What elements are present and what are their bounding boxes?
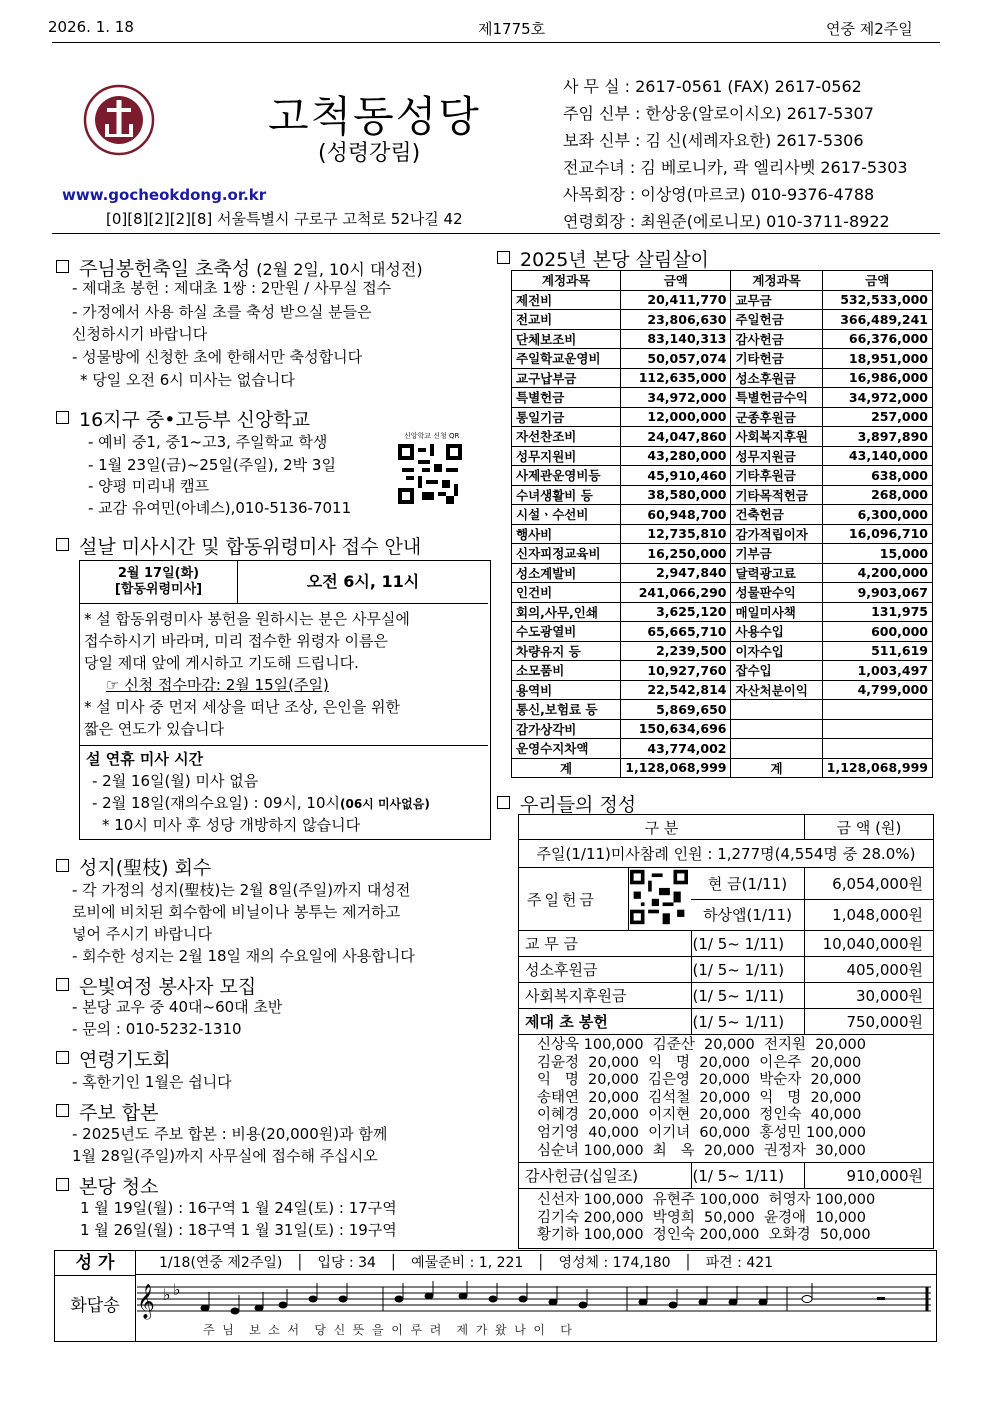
offerings-col-item: 구 분 (519, 815, 805, 840)
contact-sisters: 전교수녀 : 김 베로니카, 곽 엘리사벳 2617-5303 (563, 158, 908, 177)
budget-row (512, 622, 933, 642)
contact-assistant: 보좌 신부 : 김 신(세례자요한) 2617-5306 (563, 131, 864, 150)
offerings-row-period: (1/ 5~ 1/11) (691, 983, 805, 1009)
parish-seal-logo (83, 84, 155, 156)
lunar-holiday-line: * 10시 미사 후 성당 개방하지 않습니다 (102, 816, 361, 834)
budget-income-amount: 268,000 (822, 485, 932, 505)
budget-row (512, 719, 933, 739)
donor-line: 송태연 20,000 김석철 20,000 익 명 20,000 (537, 1089, 862, 1106)
budget-header: 금액 (621, 271, 731, 291)
budget-expense-account: 통신,보험료 등 (512, 700, 621, 720)
budget-row (512, 349, 933, 369)
lunar-note: 짧은 연도가 있습니다 (84, 720, 224, 738)
header-top-rule (52, 42, 940, 43)
budget-title: 2025년 본당 살림살이 (497, 245, 709, 272)
budget-income-amount: 511,619 (822, 641, 932, 661)
budget-income-account: 감가적립이자 (731, 524, 822, 544)
budget-income-amount: 6,300,000 (822, 505, 932, 525)
volunteer-line: - 본당 교우 중 40대~60대 초반 (72, 998, 283, 1016)
cleaning-line: 1 월 19일(월) : 16구역 1 월 24일(토) : 17구역 (80, 1199, 397, 1217)
budget-expense-amount: 60,948,700 (621, 505, 731, 525)
budget-income-account: 자산처분이익 (731, 680, 822, 700)
budget-expense-account: 신자피정교육비 (512, 544, 621, 564)
offerings-app-amount: 1,048,000원 (805, 899, 934, 931)
budget-table (511, 270, 933, 778)
budget-row (512, 446, 933, 466)
lunar-mass-box (79, 560, 491, 840)
budget-income-account: 기타헌금 (731, 349, 822, 369)
budget-expense-account: 제전비 (512, 290, 621, 310)
lunar-schedule-row (80, 561, 488, 604)
budget-income-account: 성소후원금 (731, 368, 822, 388)
budget-row (512, 563, 933, 583)
donor-line: 신선자 100,000 유현주 100,000 허영자 100,000 (537, 1192, 876, 1209)
candlemas-line: - 제대초 봉헌 : 제대초 1쌍 : 2만원 / 사무실 접수 (72, 279, 392, 297)
donor-line: 황기하 100,000 정인숙 200,000 오화경 50,000 (537, 1227, 871, 1244)
budget-expense-account: 계 (512, 758, 621, 778)
response-music-staff (137, 1281, 933, 1321)
donor-line: 익 명 20,000 김은영 20,000 박순자 20,000 (537, 1072, 862, 1089)
budget-income-account (731, 739, 822, 759)
candlemas-line: 신청하시기 바랍니다 (72, 325, 208, 343)
budget-expense-amount: 22,542,814 (621, 680, 731, 700)
budget-expense-account: 소모품비 (512, 661, 621, 681)
lunar-date-cell: 2월 17일(화) [합동위령미사] (80, 561, 238, 603)
budget-expense-amount: 34,972,000 (621, 388, 731, 408)
budget-header: 금액 (822, 271, 932, 291)
budget-income-account: 건축헌금 (731, 505, 822, 525)
offerings-attendance: 주일(1/11)미사참례 인원 : 1,277명(4,554명 중 28.0%) (519, 840, 934, 868)
budget-income-account: 이자수입 (731, 641, 822, 661)
prayer-title: 연령기도회 (56, 1045, 171, 1072)
response-lyrics: 주 님 보 소 서 당 신 뜻 을 이 루 려 제 가 왔 나 이 다 (203, 1323, 572, 1337)
budget-expense-account: 특별헌금 (512, 388, 621, 408)
offerings-candle-donors-row (519, 1035, 934, 1163)
budget-header: 계정과목 (731, 271, 822, 291)
offerings-row (519, 931, 934, 957)
budget-expense-account: 차량유지 등 (512, 641, 621, 661)
budget-income-amount: 1,003,497 (822, 661, 932, 681)
budget-row (512, 485, 933, 505)
budget-income-account: 주일헌금 (731, 310, 822, 330)
palm-line: - 각 가정의 성지(聖枝)는 2월 8일(주일)까지 대성전 (72, 881, 411, 899)
offerings-attendance-row (519, 840, 934, 868)
budget-income-account: 달력광고료 (731, 563, 822, 583)
offerings-thanks-row (519, 1163, 934, 1189)
budget-row (512, 641, 933, 661)
budget-expense-amount: 5,869,650 (621, 700, 731, 720)
budget-income-amount: 366,489,241 (822, 310, 932, 330)
donor-line: 심순녀 100,000 최 옥 20,000 권정자 30,000 (537, 1142, 866, 1159)
budget-income-amount: 638,000 (822, 466, 932, 486)
budget-income-amount: 34,972,000 (822, 388, 932, 408)
offerings-row-label: 성소후원금 (519, 957, 692, 983)
offerings-title: 우리들의 정성 (497, 790, 636, 817)
budget-income-amount: 15,000 (822, 544, 932, 564)
contact-pastor: 주임 신부 : 한상웅(알로이시오) 2617-5307 (563, 104, 874, 123)
offerings-sunday-label: 주일헌금 (519, 868, 629, 931)
budget-expense-amount: 16,250,000 (621, 544, 731, 564)
budget-income-account: 사용수입 (731, 622, 822, 642)
volunteer-line: - 문의 : 010-5232-1310 (72, 1020, 242, 1038)
offerings-row-amount: 10,040,000원 (805, 931, 934, 957)
budget-income-amount (822, 700, 932, 720)
budget-income-account: 계 (731, 758, 822, 778)
bulletin-line: - 2025년도 주보 합본 : 비용(20,000원)과 함께 (72, 1125, 388, 1143)
budget-expense-amount: 241,066,290 (621, 583, 731, 603)
lunar-title: 설날 미사시간 및 합동위령미사 접수 안내 (56, 532, 421, 559)
budget-income-account (731, 700, 822, 720)
budget-income-account: 군종후원금 (731, 407, 822, 427)
offerings-thanks-label: 감사헌금(십일조) (519, 1163, 692, 1189)
budget-income-amount: 18,951,000 (822, 349, 932, 369)
hymn-info: 1/18(연중 제2주일) │ 입당 : 34 │ 예물준비 : 1, 221 │ 영성체 : 174,180 │ 파견 : 421 (135, 1251, 936, 1275)
budget-row (512, 310, 933, 330)
bulletin-line: 1월 28일(주일)까지 사무실에 접수해 주십시오 (72, 1147, 378, 1165)
budget-income-amount: 131,975 (822, 602, 932, 622)
offerings-row (519, 1009, 934, 1035)
budget-income-amount: 1,128,068,999 (822, 758, 932, 778)
offerings-sunday-row (519, 868, 934, 900)
candlemas-note: * 당일 오전 6시 미사는 없습니다 (80, 371, 295, 389)
budget-expense-amount: 12,000,000 (621, 407, 731, 427)
budget-expense-amount: 150,634,696 (621, 719, 731, 739)
budget-income-amount: 16,986,000 (822, 368, 932, 388)
offerings-row-period: (1/ 5~ 1/11) (691, 957, 805, 983)
budget-expense-amount: 24,047,860 (621, 427, 731, 447)
budget-income-amount: 532,533,000 (822, 290, 932, 310)
budget-expense-amount: 50,057,074 (621, 349, 731, 369)
budget-expense-account: 전교비 (512, 310, 621, 330)
budget-income-amount: 600,000 (822, 622, 932, 642)
budget-row (512, 602, 933, 622)
budget-income-amount: 4,799,000 (822, 680, 932, 700)
donor-line: 신상욱 100,000 김준산 20,000 전지원 20,000 (537, 1037, 866, 1053)
lunar-note: 접수하시기 바라며, 미리 접수한 위령자 이름은 (84, 632, 388, 650)
offerings-cash-label: 현 금(1/11) (691, 868, 805, 900)
budget-expense-amount: 43,280,000 (621, 446, 731, 466)
offerings-row-period: (1/ 5~ 1/11) (691, 1009, 805, 1035)
budget-expense-account: 운영수지차액 (512, 739, 621, 759)
budget-row (512, 700, 933, 720)
budget-income-account: 성무지원금 (731, 446, 822, 466)
budget-expense-amount: 20,411,770 (621, 290, 731, 310)
budget-income-amount (822, 719, 932, 739)
budget-expense-account: 성소계발비 (512, 563, 621, 583)
offerings-row-amount: 750,000원 (805, 1009, 934, 1035)
budget-expense-amount: 12,735,810 (621, 524, 731, 544)
budget-income-amount: 257,000 (822, 407, 932, 427)
offerings-row-label: 교 무 금 (519, 931, 692, 957)
budget-row (512, 680, 933, 700)
donor-line: 이혜경 20,000 이지현 20,000 정인숙 40,000 (537, 1107, 862, 1124)
budget-expense-account: 회의,사무,인쇄 (512, 602, 621, 622)
budget-income-amount (822, 739, 932, 759)
youth-line: - 예비 중1, 중1~고3, 주일학교 학생 (88, 433, 328, 451)
budget-income-amount: 43,140,000 (822, 446, 932, 466)
budget-income-amount: 16,096,710 (822, 524, 932, 544)
budget-row (512, 739, 933, 759)
svg-text:♭: ♭ (173, 1281, 181, 1299)
palm-line: - 회수한 성지는 2월 18일 재의 수요일에 사용합니다 (72, 947, 415, 965)
offerings-row (519, 957, 934, 983)
svg-text:𝄞: 𝄞 (137, 1284, 155, 1319)
budget-expense-account: 성무지원비 (512, 446, 621, 466)
contact-council: 사목회장 : 이상영(마르코) 010-9376-4788 (563, 185, 875, 204)
svg-text:♭: ♭ (163, 1285, 171, 1304)
budget-income-account (731, 719, 822, 739)
budget-income-account: 성물판수익 (731, 583, 822, 603)
hymn-box (54, 1250, 937, 1342)
offerings-header-row (519, 815, 934, 840)
lunar-divider (80, 745, 488, 746)
budget-income-account: 사회복지후원 (731, 427, 822, 447)
youth-line: - 양평 미리내 캠프 (88, 477, 210, 495)
budget-income-account: 잡수입 (731, 661, 822, 681)
budget-row (512, 407, 933, 427)
budget-income-amount: 3,897,890 (822, 427, 932, 447)
lunar-holiday-line: - 2월 18일(재의수요일) : 09시, 10시(06시 미사없음) (92, 794, 430, 812)
budget-expense-account: 교구납부금 (512, 368, 621, 388)
offerings-thanks-amount: 910,000원 (805, 1163, 934, 1189)
budget-expense-amount: 23,806,630 (621, 310, 731, 330)
budget-row (512, 466, 933, 486)
bulletin-title: 주보 합본 (56, 1098, 158, 1125)
budget-income-amount: 9,903,067 (822, 583, 932, 603)
youth-title: 16지구 중•고등부 신앙학교 (56, 405, 310, 432)
budget-expense-account: 통일기금 (512, 407, 621, 427)
offerings-thanks-donors-row (519, 1189, 934, 1249)
budget-row (512, 583, 933, 603)
candlemas-line: - 가정에서 사용 하실 초를 축성 받으실 분들은 (72, 303, 372, 321)
offerings-thanks-donors (519, 1189, 934, 1249)
budget-expense-amount: 45,910,460 (621, 466, 731, 486)
volunteer-title: 은빛여정 봉사자 모집 (56, 972, 256, 999)
budget-expense-amount: 112,635,000 (621, 368, 731, 388)
offerings-cash-amount: 6,054,000원 (805, 868, 934, 900)
budget-expense-amount: 2,239,500 (621, 641, 731, 661)
offerings-row-amount: 405,000원 (805, 957, 934, 983)
youth-qr-label: 신앙학교 신청 QR (404, 432, 460, 440)
cleaning-line: 1 월 26일(월) : 18구역 1 월 31일(토) : 19구역 (80, 1221, 397, 1239)
budget-income-account: 교무금 (731, 290, 822, 310)
lunar-note: * 설 합동위령미사 봉헌을 원하시는 분은 사무실에 (84, 610, 410, 628)
parish-patron: (성령강림) (318, 141, 421, 166)
candlemas-title: 주님봉헌축일 초축성 (2월 2일, 10시 대성전) (56, 254, 423, 281)
budget-expense-amount: 10,927,760 (621, 661, 731, 681)
lunar-holiday-title: 설 연휴 미사 시간 (86, 750, 204, 768)
header-bottom-rule (52, 233, 940, 234)
youth-line: - 교감 유여민(아녜스),010-5136-7011 (88, 499, 352, 517)
offerings-row-label: 제대 초 봉헌 (519, 1009, 692, 1035)
budget-expense-amount: 1,128,068,999 (621, 758, 731, 778)
offerings-row-amount: 30,000원 (805, 983, 934, 1009)
budget-income-account: 매일미사책 (731, 602, 822, 622)
website-link[interactable]: www.gocheokdong.or.kr (62, 186, 267, 204)
palm-line: 로비에 비치된 회수함에 비닐이나 봉투는 제거하고 (72, 903, 401, 921)
offerings-row-label: 사회복지후원금 (519, 983, 692, 1009)
budget-expense-amount: 83,140,313 (621, 329, 731, 349)
candlemas-line: - 성물방에 신청한 초에 한해서만 축성합니다 (72, 348, 363, 366)
budget-expense-account: 시설ㆍ수선비 (512, 505, 621, 525)
budget-row (512, 290, 933, 310)
budget-expense-amount: 43,774,002 (621, 739, 731, 759)
budget-row (512, 427, 933, 447)
lunar-deadline: ☞ 신청 접수마감: 2월 15일(주일) (106, 676, 329, 694)
lunar-note: * 설 미사 중 먼저 세상을 떠난 조상, 은인을 위한 (84, 698, 401, 716)
parish-name: 고척동성당 (268, 92, 481, 141)
lunar-holiday-line: - 2월 16일(월) 미사 없음 (92, 772, 259, 790)
contact-funeral: 연령회장 : 최원준(에로니모) 010-3711-8922 (563, 212, 890, 231)
budget-expense-amount: 3,625,120 (621, 602, 731, 622)
offerings-candle-donors (519, 1035, 934, 1163)
budget-expense-amount: 38,580,000 (621, 485, 731, 505)
budget-expense-account: 감가상각비 (512, 719, 621, 739)
budget-expense-account: 수도광열비 (512, 622, 621, 642)
hymn-label: 성 가 (55, 1251, 136, 1276)
issue-date: 2026. 1. 18 (48, 18, 134, 36)
budget-row (512, 661, 933, 681)
offerings-qr-code[interactable] (630, 869, 688, 925)
budget-expense-account: 주일학교운영비 (512, 349, 621, 369)
budget-expense-account: 자선찬조비 (512, 427, 621, 447)
offerings-table (518, 814, 934, 1249)
palm-title: 성지(聖枝) 회수 (56, 853, 211, 880)
budget-header: 계정과목 (512, 271, 621, 291)
donor-line: 엄기영 40,000 이기녀 60,000 홍성민 100,000 (537, 1124, 866, 1141)
offerings-qr-cell (629, 868, 692, 931)
donor-line: 김기숙 200,000 박영희 50,000 윤경애 10,000 (537, 1209, 866, 1226)
budget-income-amount: 4,200,000 (822, 563, 932, 583)
budget-row (512, 368, 933, 388)
budget-expense-account: 행사비 (512, 524, 621, 544)
budget-header-row (512, 271, 933, 291)
liturgical-season: 연중 제2주일 (826, 20, 913, 38)
contact-office: 사 무 실 : 2617-0561 (FAX) 2617-0562 (563, 77, 862, 96)
budget-expense-account: 용역비 (512, 680, 621, 700)
budget-income-account: 기타후원금 (731, 466, 822, 486)
budget-income-account: 감사헌금 (731, 329, 822, 349)
lunar-time-cell: 오전 6시, 11시 (306, 572, 420, 591)
youth-line: - 1월 23일(금)~25일(주일), 2박 3일 (88, 456, 336, 474)
issue-number: 제1775호 (478, 20, 546, 38)
budget-income-account: 기부금 (731, 544, 822, 564)
prayer-line: - 혹한기인 1월은 쉽니다 (72, 1073, 232, 1091)
budget-expense-account: 인건비 (512, 583, 621, 603)
budget-income-account: 특별헌금수익 (731, 388, 822, 408)
budget-expense-amount: 2,947,840 (621, 563, 731, 583)
address: [0][8][2][2][8] 서울특별시 구로구 고척로 52나길 42 (106, 210, 463, 228)
donor-line: 김윤정 20,000 익 명 20,000 이은주 20,000 (537, 1054, 862, 1071)
offerings-col-amount: 금 액 (원) (805, 815, 934, 840)
budget-row (512, 524, 933, 544)
offerings-thanks-period: (1/ 5~ 1/11) (691, 1163, 805, 1189)
budget-income-account: 기타목적헌금 (731, 485, 822, 505)
response-label: 화답송 (55, 1275, 136, 1341)
offerings-row-period: (1/ 5~ 1/11) (691, 931, 805, 957)
budget-income-amount: 66,376,000 (822, 329, 932, 349)
palm-line: 넣어 주시기 바랍니다 (72, 925, 212, 943)
budget-row (512, 388, 933, 408)
budget-row (512, 329, 933, 349)
youth-qr-code[interactable] (398, 444, 462, 504)
offerings-app-label: 하상앱(1/11) (691, 899, 805, 931)
budget-expense-account: 단체보조비 (512, 329, 621, 349)
budget-expense-account: 사제관운영비등 (512, 466, 621, 486)
budget-row (512, 544, 933, 564)
budget-row (512, 758, 933, 778)
offerings-row (519, 983, 934, 1009)
lunar-note: 당일 제대 앞에 게시하고 기도해 드립니다. (84, 654, 359, 672)
budget-expense-account: 수녀생활비 등 (512, 485, 621, 505)
budget-row (512, 505, 933, 525)
cleaning-title: 본당 청소 (56, 1172, 158, 1199)
budget-expense-amount: 65,665,710 (621, 622, 731, 642)
